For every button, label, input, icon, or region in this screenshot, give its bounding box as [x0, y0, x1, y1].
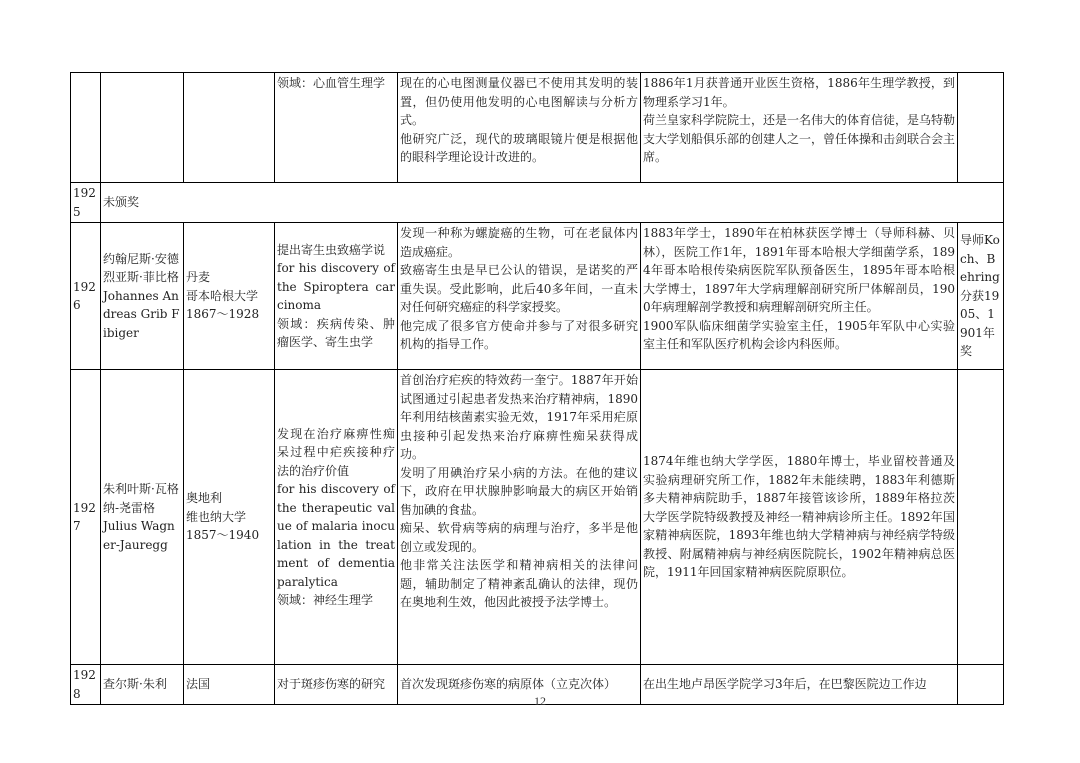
achievements-cell: 首次发现斑疹伤寒的病原体（立克次体）	[398, 665, 641, 705]
citation-cn: 发现在治疗麻痹性痴呆过程中疟疾接种疗法的治疗价值	[277, 426, 395, 478]
laureate-name-cn: 朱利叶斯·瓦格纳-尧雷格	[103, 482, 179, 515]
field-text: 领域：疾病传染、肿瘤医学、寄生虫学	[277, 316, 395, 349]
year-cell: 1928	[71, 665, 101, 705]
achievement-text: 首创治疗疟疾的特效药一奎宁。1887年开始试图通过引起患者发热来治疗精神病，1890年利用结核菌素实验无效，1917年采用疟原虫接种引起发热来治疗麻痹性痴呆获得成功。	[400, 373, 638, 461]
career-text: 荷兰皇家科学院院士，还是一名伟大的体育信徒，是乌特勒支大学划船俱乐部的创建人之一，曾任体操和击剑联合会主席。	[643, 113, 956, 164]
laureate-name-en: Julius Wagner-Jauregg	[103, 519, 175, 552]
achievement-text: 他研究广泛，现代的玻璃眼镜片便是根据他的眼科学理论设计改进的。	[400, 131, 638, 164]
table-row-1926	[71, 223, 1004, 370]
citation-cn: 提出寄生虫致癌学说	[277, 242, 386, 257]
citation-cell	[275, 370, 398, 665]
achievement-text: 致癌寄生虫是早已公认的错误，是诺奖的严重失误。受此影响，此后40多年间，一直未对任何研究癌症的科学家授奖。	[400, 263, 638, 314]
citation-en: for his discovery of the Spiroptera carcinoma	[277, 261, 395, 312]
achievement-text: 他非常关注法医学和精神病相关的法律问题，辅助制定了精神紊乱确认的法律，现仍在奥地利生效，他因此被授予法学博士。	[400, 558, 638, 609]
notes-cell: 导师Koch、Behring分获1905、1901年奖	[958, 223, 1004, 370]
citation-cell: 对于斑疹伤寒的研究	[275, 665, 398, 705]
career-text: 1900军队临床细菌学实验室主任，1905年军队中心实验室主任和军队医疗机构会诊内科医师。	[643, 318, 955, 351]
country-cell	[184, 370, 275, 665]
institution-text: 哥本哈根大学	[186, 288, 259, 303]
country-cell	[184, 73, 275, 183]
name-cell	[101, 370, 184, 665]
name-cell	[101, 73, 184, 183]
achievement-text: 发明了用碘治疗呆小病的方法。在他的建议下，政府在甲状腺肿影响最大的病区开始销售加碘的食盐。	[400, 465, 638, 517]
table-row-1927	[71, 370, 1004, 665]
table-row-continued	[71, 73, 1004, 183]
career-text: 1886年1月获普通开业医生资格，1886年生理学教授，到物理系学习1年。	[643, 76, 955, 109]
no-award-cell: 未颁奖	[101, 183, 1004, 223]
name-cell: 查尔斯·朱利	[101, 665, 184, 705]
year-cell: 1926	[71, 223, 101, 370]
notes-cell	[958, 370, 1004, 665]
career-cell	[641, 223, 958, 370]
laureate-name-en: Johannes Andreas Grib Fibiger	[103, 288, 180, 340]
nobel-laureates-table	[70, 72, 1004, 705]
laureate-name-cn: 约翰尼斯·安德烈亚斯·菲比格	[103, 251, 179, 285]
citation-en: for his discovery of the therapeutic value of malaria inoculation in the treatment of dementia paralytica	[277, 482, 395, 589]
achievement-text: 发现一种称为螺旋癌的生物，可在老鼠体内造成癌症。	[400, 226, 638, 259]
institution-text: 维也纳大学	[186, 509, 247, 524]
field-cell: 领域：心血管生理学	[275, 73, 398, 183]
career-text: 1883年学士，1890年在柏林获医学博士（导师科赫、贝林），医院工作1年，1891年哥本哈根大学细菌学系，1894年哥本哈根传染病医院军队预备医生，1895年哥本哈根大学博士，1897年大学病理解剖研究所尸体解剖员，1900年病理解剖学教授和病理解剖研究所主任。	[643, 226, 955, 314]
career-cell	[641, 73, 958, 183]
year-cell	[71, 73, 101, 183]
achievement-text: 他完成了很多官方使命并参与了对很多研究机构的指导工作。	[400, 318, 638, 351]
table-row-1925	[71, 183, 1004, 223]
career-cell: 在出生地卢昂医学院学习3年后，在巴黎医院边工作边	[641, 665, 958, 705]
achievements-cell	[398, 223, 641, 370]
year-cell: 1927	[71, 370, 101, 665]
country-text: 奥地利	[186, 491, 223, 506]
achievement-text: 痴呆、软骨病等病的病理与治疗，多半是他创立或发现的。	[400, 521, 638, 554]
career-cell: 1874年维也纳大学学医，1880年博士，毕业留校普通及实验病理研究所工作，1882年未能续聘，1883年利德斯多夫精神病院助手，1887年接管该诊所，1889年格拉茨大学医学院特级教授及神经一精神病诊所主任。1892年国家精神病医院，1893年维也纳大学精神病与神经病学特级教授、附属精神病与神经病医院院长，1902年精神病总医院，1911年回国家精神病医院原职位。	[641, 370, 958, 665]
lifespan-text: 1857～1940	[186, 528, 260, 543]
country-cell: 法国	[184, 665, 275, 705]
achievements-cell	[398, 73, 641, 183]
page-number: 12	[534, 694, 546, 708]
lifespan-text: 1867～1928	[186, 307, 260, 322]
year-cell: 1925	[71, 183, 101, 223]
notes-cell	[958, 73, 1004, 183]
country-cell	[184, 223, 275, 370]
field-text: 领域：神经生理学	[277, 593, 374, 607]
achievement-text: 现在的心电图测量仪器已不使用其发明的装置，但仍使用他发明的心电图解读与分析方式。	[400, 76, 638, 127]
citation-cell	[275, 223, 398, 370]
name-cell	[101, 223, 184, 370]
achievements-cell	[398, 370, 641, 665]
country-text: 丹麦	[186, 270, 211, 285]
